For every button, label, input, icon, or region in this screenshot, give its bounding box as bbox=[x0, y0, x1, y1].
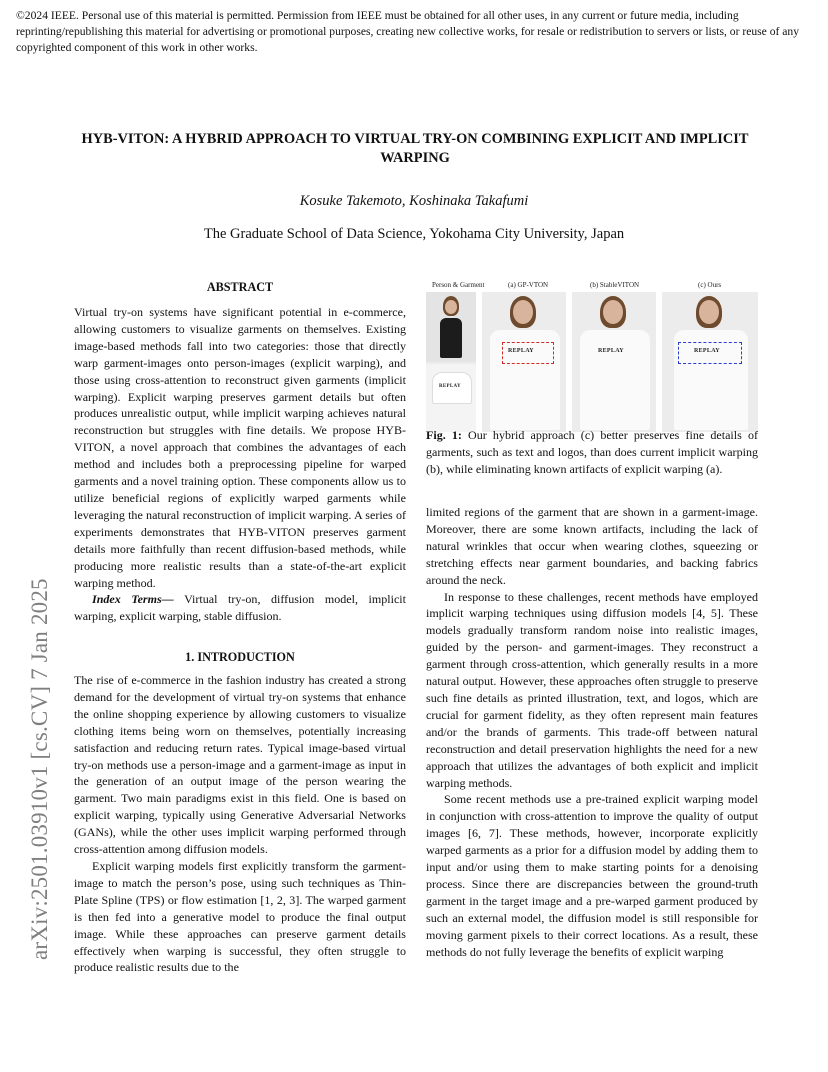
figure-label-gpvton: (a) GP-VTON bbox=[508, 281, 549, 289]
index-terms bbox=[74, 591, 406, 625]
paper-title: HYB-VITON: A HYBRID APPROACH TO VIRTUAL TRY-ON COMBINING EXPLICIT AND IMPLICIT WARPING bbox=[81, 131, 749, 166]
shirt-logo: REPLAY bbox=[694, 348, 720, 354]
arxiv-identifier: arXiv:2501.03910v1 [cs.CV] 7 Jan 2025 bbox=[27, 578, 52, 960]
intro-paragraph-5: Some recent methods use a pre-trained explicit warping model in conjunction with cross-attention to improve the quality of output images [6, 7]. These methods, however, incorporate explicitly warped garments as a prior for a diffusion model by adding them to input and/or using them to make starting points for a denoising process. Since there are discrepancies between the ground-truth garment in the target image and a pre-warped garment produced by such an external model, the diffusion model is still responsible for moving garment pixels to their correct locations. As a result, these methods do not fully leverage the benefits of explicit warping bbox=[426, 792, 758, 959]
ours-result-image bbox=[662, 292, 758, 432]
garment-photo bbox=[426, 364, 476, 432]
abstract-text: Virtual try-on systems have significant potential in e-commerce, allowing customers to visualize garments on themselves. Existing image-based methods fall into two categories: those that directly warp garment-images onto person-images (explicit warping), and those using cross-attention to reconstruct given garments (implicit warping). Explicit warping preserves garment details but often produces unrealistic output, while implicit warping achieves natural reconstruction but struggles with fine details. We propose HYB-VITON, a novel approach that combines the advantages of each method and includes both a preprocessing pipeline for warped garments and a novel training option. These components allow us to utilize beneficial regions of explicitly warped garments while leveraging the natural reconstruction of implicit warping. A series of experiments demonstrates that HYB-VITON preserves garment details more faithfully than recent diffusion-based methods, while producing more realistic results than a state-of-the-art explicit warping method. bbox=[74, 305, 406, 590]
figure-caption bbox=[426, 427, 758, 478]
model-face bbox=[603, 300, 623, 324]
person-photo bbox=[426, 292, 476, 362]
intro-paragraph-1: The rise of e-commerce in the fashion industry has created a strong demand for the development of virtual try-on systems that enhance the online shopping experience by allowing customers to visualize clothing items being worn on themselves, potentially increasing satisfaction and reducing return rates. Typical image-based virtual try-on methods use a person-image and a garment-image as input in the generation of an output image of the person wearing the garment. Two main paradigms exist in this field. One is based on explicit warping, typically using Generative Adversarial Networks (GANs), while the other uses implicit warping performed through cross-attention among diffusion models. bbox=[74, 673, 406, 857]
garment-logo: REPLAY bbox=[439, 384, 461, 389]
person-face bbox=[445, 300, 457, 314]
model-face bbox=[699, 300, 719, 324]
left-column bbox=[74, 304, 406, 625]
highlight-box bbox=[502, 342, 554, 364]
figure-1 bbox=[426, 281, 758, 389]
person-garment-image bbox=[426, 292, 476, 432]
affiliation: The Graduate School of Data Science, Yokohama City University, Japan bbox=[203, 226, 625, 242]
highlight-box bbox=[678, 342, 742, 364]
authors: Kosuke Takemoto, Koshinaka Takafumi bbox=[299, 193, 529, 209]
intro-paragraph-3: limited regions of the garment that are shown in a garment-image. Moreover, there are some known artifacts, including the lack of natural wrinkles that occur when wearing clothes, squeezing or stretching effects near garment boundaries, and backing fabrics around the neck. bbox=[426, 505, 758, 587]
intro-left-text bbox=[74, 672, 406, 976]
figure-caption-label: Fig. 1: bbox=[426, 428, 462, 442]
intro-heading: 1. INTRODUCTION bbox=[185, 650, 295, 664]
shirt-logo: REPLAY bbox=[598, 348, 624, 354]
intro-paragraph-4: In response to these challenges, recent methods have employed implicit warping techniques using diffusion models [4, 5]. These models gradually transform random noise into realistic images, guided by the person- and garment-images. They reconstruct a garment through cross-attention, which generally results in a more natural output. However, these approaches often struggle to preserve such fine details as printed illustration, text, and logos, which are crucial for garment fidelity, as they often represent main features and/or the brands of garments. This trade-off between natural reconstruction and detail preservation highlights the need for a new approach that utilizes the advantages of both explicit and implicit warping methods. bbox=[426, 589, 758, 790]
figure-label-person: Person & Garment bbox=[432, 281, 485, 289]
index-terms-label: Index Terms— bbox=[92, 592, 174, 607]
figure-label-ours: (c) Ours bbox=[698, 281, 722, 289]
figure-label-stableviton: (b) StableVITON bbox=[590, 281, 640, 289]
model-shirt bbox=[580, 330, 650, 430]
right-column bbox=[426, 504, 758, 960]
black-top bbox=[440, 318, 462, 358]
stableviton-result-image bbox=[572, 292, 656, 432]
intro-paragraph-2: Explicit warping models first explicitly transform the garment-image to match the person’s pose, using such techniques as Thin-Plate Spline (TPS) or flow estimation [1, 2, 3]. The warped garment is then fed into a generative model to produce the final output image. While these approaches can preserve garment details effectively when warping is successful, they often struggle to produce realistic results due to the bbox=[74, 858, 406, 975]
index-terms-text: Virtual try-on, diffusion model, implicit warping, explicit warping, stable diffusion. bbox=[74, 592, 407, 624]
shirt-logo: REPLAY bbox=[508, 348, 534, 354]
figure-caption-text: Our hybrid approach (c) better preserves fine details of garments, such as text and logos, than does current implicit warping (b), while eliminating known artifacts of explicit warping (a). bbox=[426, 428, 758, 476]
abstract-heading: ABSTRACT bbox=[206, 280, 274, 294]
gpvton-result-image bbox=[482, 292, 566, 432]
copyright-notice: ©2024 IEEE. Personal use of this material is permitted. Permission from IEEE must be obtained for all other uses, in any current or future media, including reprinting/republishing this material for advertising or promotional purposes, creating new collective works, for resale or redistribution to servers or lists, or reuse of any copyrighted component of this work in other works. bbox=[16, 9, 800, 54]
model-face bbox=[513, 300, 533, 324]
